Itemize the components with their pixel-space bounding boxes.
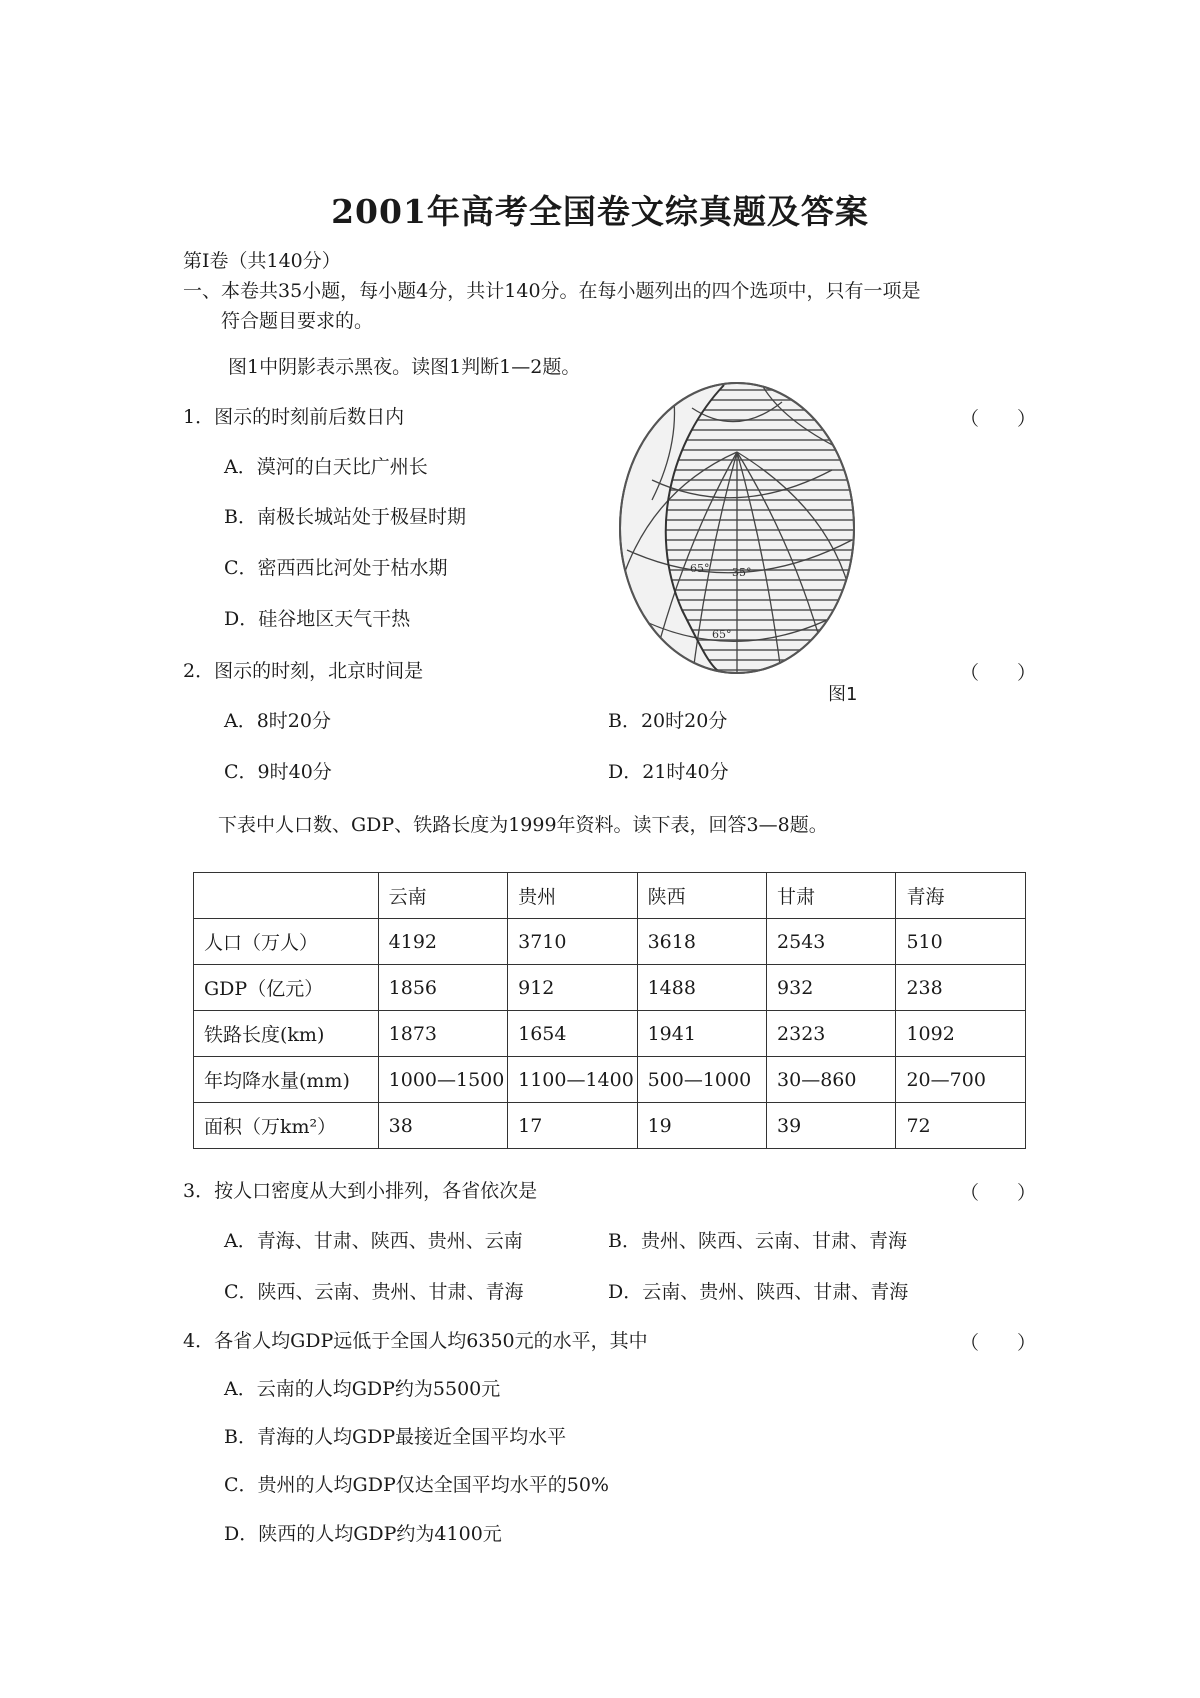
question-2-answer-blank: （ ）	[960, 662, 1037, 684]
table-cell: 932	[767, 965, 896, 1011]
table-row-label: 人口（万人）	[194, 919, 379, 965]
question-4-answer-blank: （ ）	[960, 1332, 1037, 1354]
question-1-option-b: B．南极长城站处于极昼时期	[224, 506, 466, 528]
table-cell: 3710	[508, 919, 637, 965]
table-row-label: 铁路长度(km)	[194, 1011, 379, 1057]
table-cell: 17	[508, 1103, 637, 1149]
table-row-label: 面积（万km²）	[194, 1103, 379, 1149]
question-4-option-d: D．陕西的人均GDP约为4100元	[224, 1523, 502, 1545]
table-row	[194, 1103, 1026, 1149]
table-cell: 1856	[378, 965, 507, 1011]
question-3-answer-blank: （ ）	[960, 1182, 1037, 1204]
lat-label-left: 65°	[690, 562, 710, 575]
document-title: 2001年高考全国卷文综真题及答案	[331, 192, 869, 231]
question-4-option-a: A．云南的人均GDP约为5500元	[224, 1378, 501, 1400]
table-cell: 38	[378, 1103, 507, 1149]
table-header-cell: 云南	[378, 873, 507, 919]
table-header-row	[194, 873, 1026, 919]
question-3-option-a: A．青海、甘肃、陕西、贵州、云南	[224, 1230, 523, 1252]
question-4-option-b: B．青海的人均GDP最接近全国平均水平	[224, 1426, 567, 1448]
table-cell: 20—700	[896, 1057, 1026, 1103]
figure-intro: 图1中阴影表示黑夜。读图1判断1—2题。	[228, 356, 581, 378]
question-2-stem: 2．图示的时刻，北京时间是	[183, 660, 424, 682]
table-cell: 72	[896, 1103, 1026, 1149]
lat-label-center: 35°	[732, 566, 752, 579]
question-3-stem: 3．按人口密度从大到小排列，各省依次是	[183, 1180, 538, 1202]
table-cell: 1873	[378, 1011, 507, 1057]
table-cell: 19	[637, 1103, 766, 1149]
instruction-line-2: 符合题目要求的。	[221, 310, 374, 332]
question-1-option-d: D．硅谷地区天气干热	[224, 608, 411, 630]
table-row-label: GDP（亿元）	[194, 965, 379, 1011]
table-cell: 1488	[637, 965, 766, 1011]
table-cell: 500—1000	[637, 1057, 766, 1103]
table-header-cell	[194, 873, 379, 919]
question-3-option-c: C．陕西、云南、贵州、甘肃、青海	[224, 1281, 524, 1303]
table-cell: 4192	[378, 919, 507, 965]
question-1-option-c: C．密西西比河处于枯水期	[224, 557, 448, 579]
table-cell: 1092	[896, 1011, 1026, 1057]
question-1-stem: 1．图示的时刻前后数日内	[183, 406, 405, 428]
question-4-option-c: C．贵州的人均GDP仅达全国平均水平的50%	[224, 1474, 609, 1496]
question-1-option-a: A．漠河的白天比广州长	[224, 456, 428, 478]
table-cell: 510	[896, 919, 1026, 965]
question-1-answer-blank: （ ）	[960, 408, 1037, 430]
table-header-cell: 青海	[896, 873, 1026, 919]
table-cell: 30—860	[767, 1057, 896, 1103]
question-3-option-b: B．贵州、陕西、云南、甘肃、青海	[608, 1230, 907, 1252]
lat-label-bottom: 65°	[712, 628, 732, 641]
table-cell: 238	[896, 965, 1026, 1011]
globe-diagram	[612, 380, 872, 700]
province-data-table	[193, 872, 1026, 1149]
table-intro: 下表中人口数、GDP、铁路长度为1999年资料。读下表，回答3—8题。	[218, 814, 828, 836]
table-cell: 2543	[767, 919, 896, 965]
table-header-cell: 甘肃	[767, 873, 896, 919]
table-cell: 1941	[637, 1011, 766, 1057]
section-heading: 第Ⅰ卷（共140分）	[183, 250, 341, 272]
table-header-cell: 陕西	[637, 873, 766, 919]
question-2-option-b: B．20时20分	[608, 710, 728, 732]
table-row-label: 年均降水量(mm)	[194, 1057, 379, 1103]
question-2-option-d: D．21时40分	[608, 761, 729, 783]
table-row	[194, 965, 1026, 1011]
table-cell: 912	[508, 965, 637, 1011]
question-2-option-a: A．8时20分	[224, 710, 331, 732]
question-4-stem: 4．各省人均GDP远低于全国人均6350元的水平，其中	[183, 1330, 648, 1352]
table-cell: 1654	[508, 1011, 637, 1057]
table-cell: 2323	[767, 1011, 896, 1057]
instruction-line-1: 一、本卷共35小题，每小题4分，共计140分。在每小题列出的四个选项中，只有一项是	[183, 280, 921, 302]
figure-1-caption: 图1	[828, 684, 858, 705]
table-cell: 1100—1400	[508, 1057, 637, 1103]
table-cell: 3618	[637, 919, 766, 965]
table-row	[194, 1057, 1026, 1103]
question-3-option-d: D．云南、贵州、陕西、甘肃、青海	[608, 1281, 909, 1303]
table-row	[194, 1011, 1026, 1057]
table-header-cell: 贵州	[508, 873, 637, 919]
table-row	[194, 919, 1026, 965]
table-cell: 39	[767, 1103, 896, 1149]
question-2-option-c: C．9时40分	[224, 761, 332, 783]
table-cell: 1000—1500	[378, 1057, 507, 1103]
figure-1-globe	[612, 380, 872, 700]
